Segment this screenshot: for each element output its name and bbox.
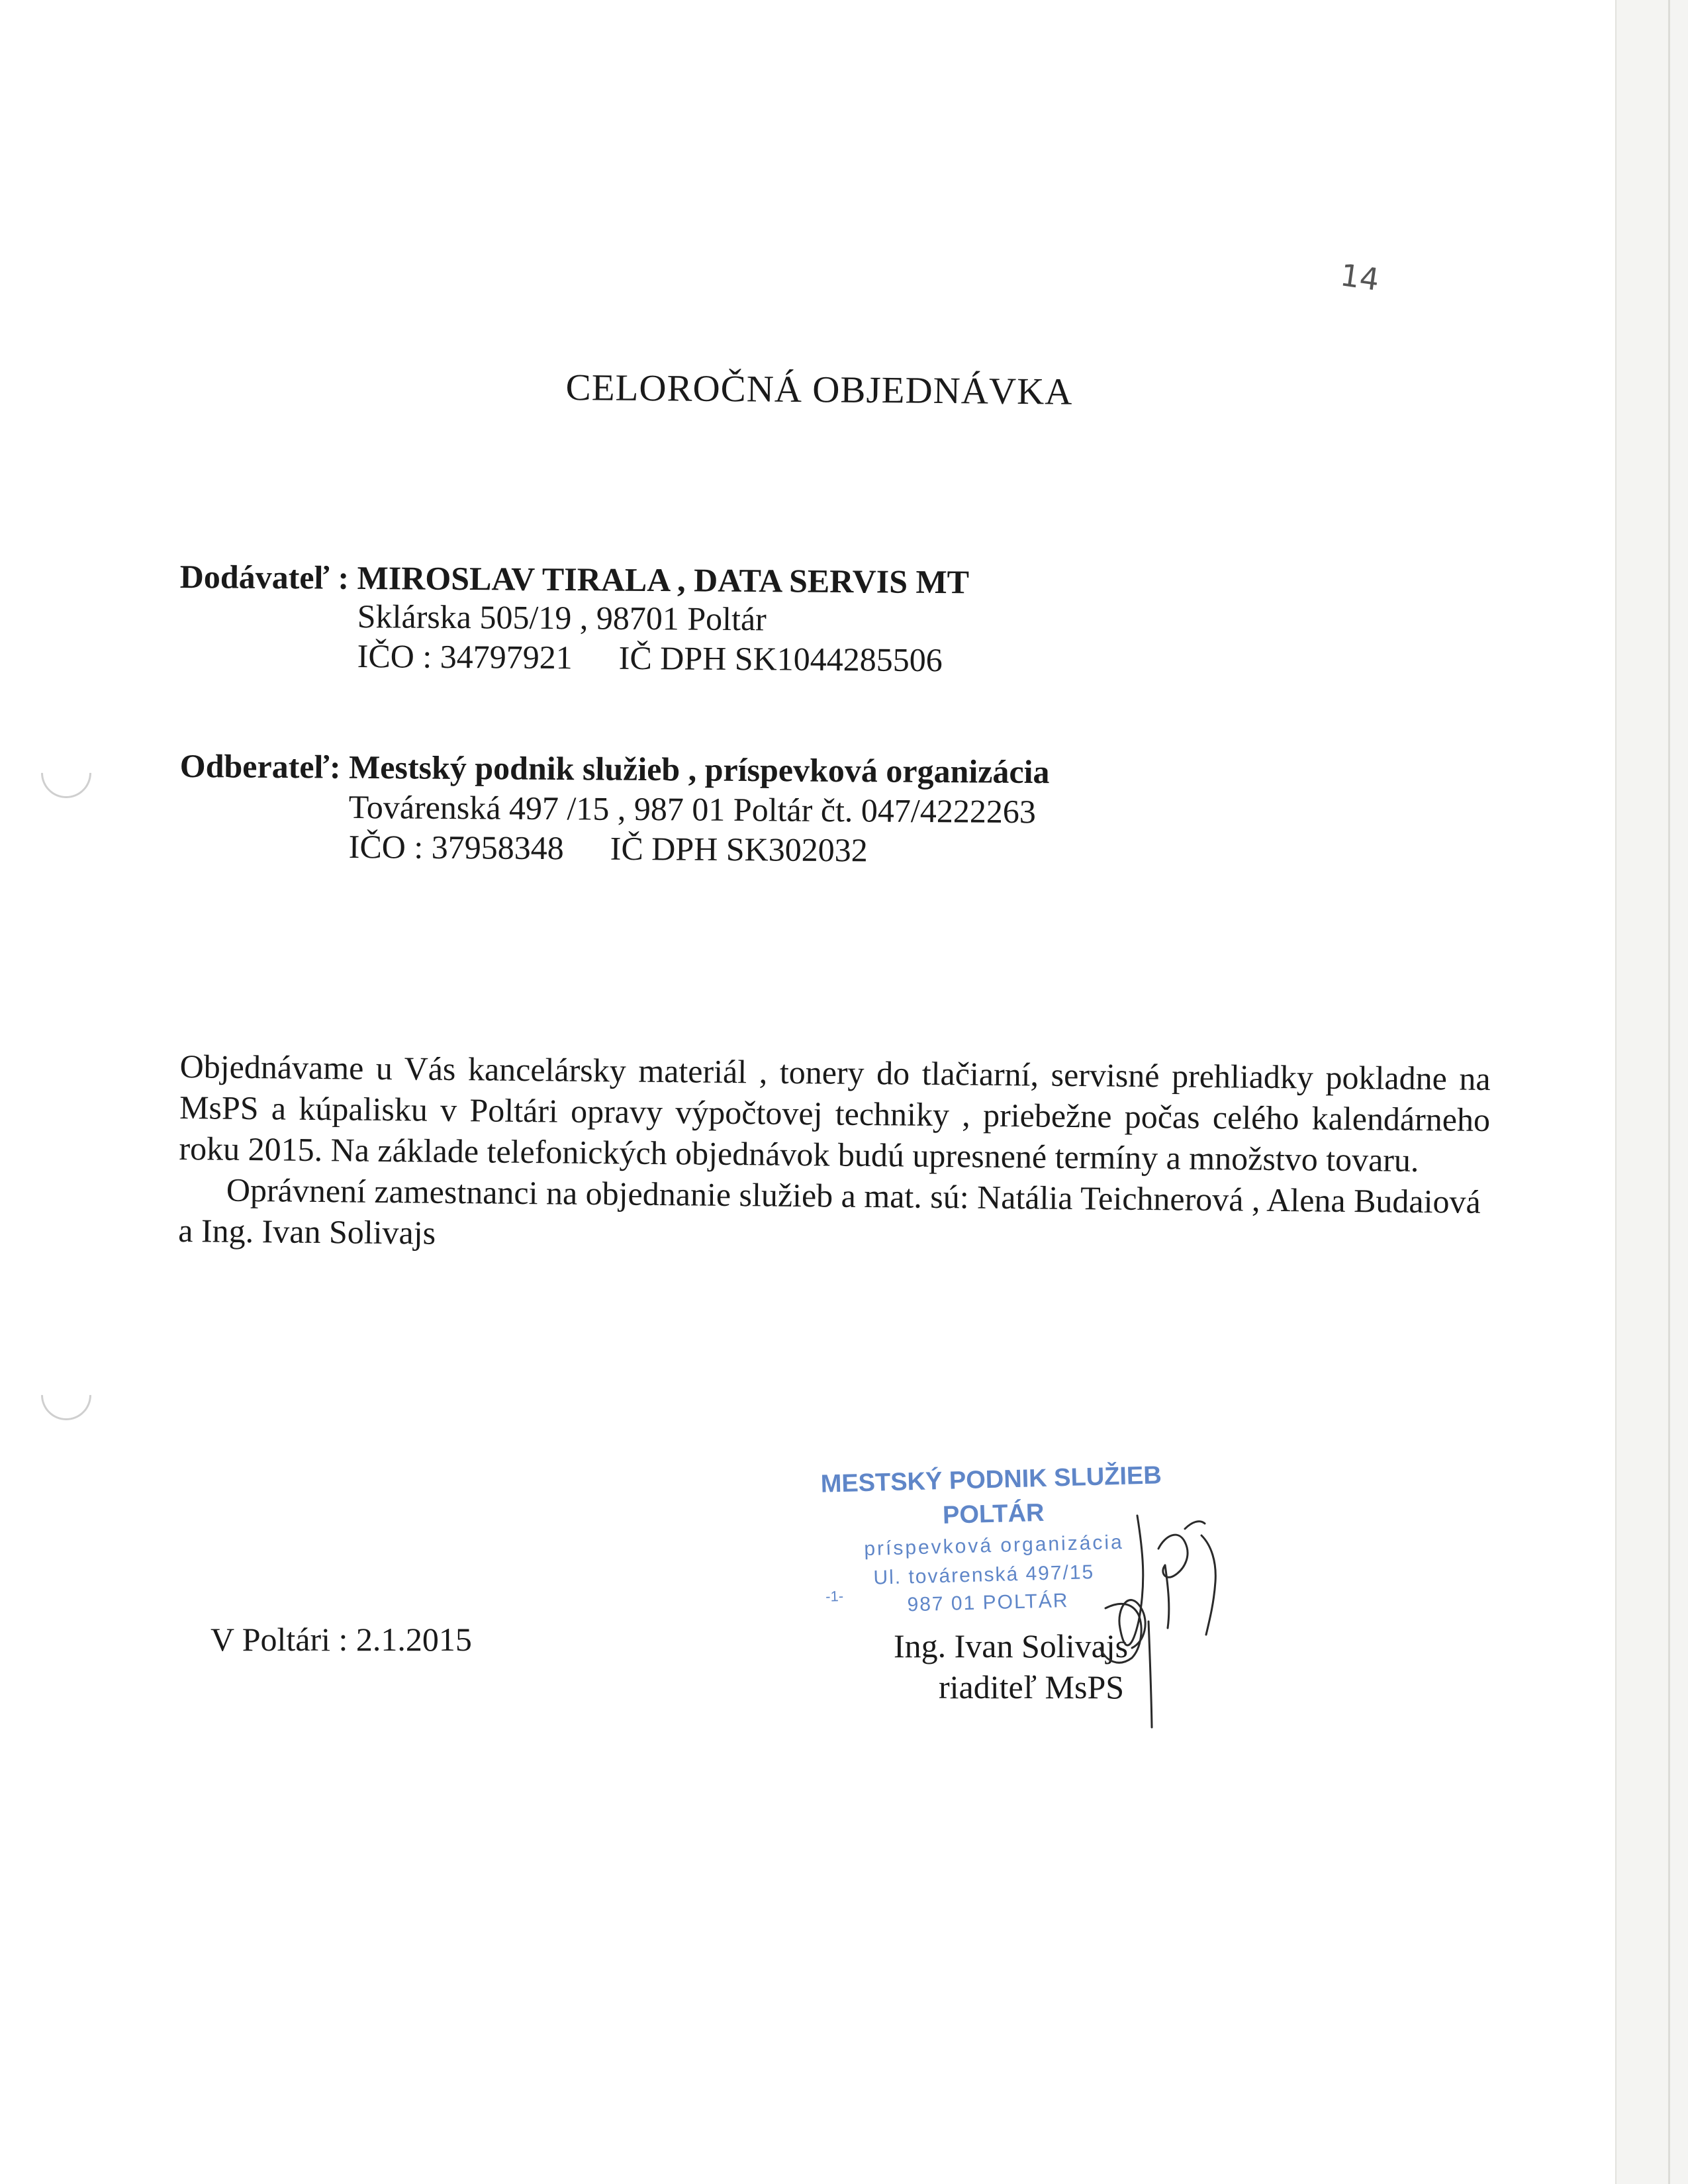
order-body xyxy=(178,1046,1491,1263)
stamp-line: POLTÁR xyxy=(942,1498,1045,1529)
signer-title: riaditeľ MsPS xyxy=(939,1668,1125,1706)
scan-edge xyxy=(1615,0,1688,2184)
customer-ids xyxy=(349,827,868,869)
punch-hole-mark xyxy=(30,1359,101,1430)
punch-hole-mark xyxy=(30,737,101,808)
order-body-line: MsPS a kúpalisku v Poltári opravy výpočtovej techniky , priebežne počas celého kalendárneho xyxy=(179,1088,1491,1139)
handwritten-page-number: 14 xyxy=(1338,257,1382,298)
stamp-line: príspevková organizácia xyxy=(863,1531,1125,1561)
stamp-line: 987 01 POLTÁR xyxy=(907,1590,1069,1616)
stamp-line: MESTSKÝ PODNIK SLUŽIEB xyxy=(820,1461,1162,1498)
signer-name: Ing. Ivan Solivajs xyxy=(894,1627,1129,1664)
customer-address: Továrenská 497 /15 , 987 01 Poltár čt. 047/4222263 xyxy=(348,788,1037,831)
supplier-label: Dodávateľ : MIROSLAV TIRALA , DATA SERVIS MT xyxy=(179,558,970,601)
supplier-ico: IČO : 34797921 xyxy=(357,637,573,676)
order-body-line: a Ing. Ivan Solivajs xyxy=(178,1211,436,1251)
document-title: CELOROČNÁ OBJEDNÁVKA xyxy=(565,366,1073,413)
supplier-address: Sklárska 505/19 , 98701 Poltár xyxy=(357,598,767,638)
handwritten-signature xyxy=(1086,1509,1244,1734)
customer-ico: IČO : 37958348 xyxy=(348,828,564,867)
supplier-ic-dph: IČ DPH SK1044285506 xyxy=(618,639,943,679)
scan-edge-line-outer xyxy=(1668,0,1670,2184)
customer-label: Odberateľ: Mestský podnik služieb , príspevková organizácia xyxy=(179,747,1050,791)
place-and-date: V Poltári : 2.1.2015 xyxy=(211,1621,472,1658)
scan-edge-line xyxy=(1615,0,1617,2184)
order-body-line: Oprávnení zamestnanci na objednanie služieb a mat. sú: Natália Teichnerová , Alena Budaiová xyxy=(226,1171,1481,1220)
customer-ic-dph: IČ DPH SK302032 xyxy=(610,829,868,869)
supplier-ids xyxy=(357,637,943,679)
order-body-line: roku 2015. Na základe telefonických objednávok budú upresnené termíny a množstvo tovaru. xyxy=(179,1129,1419,1179)
stamp-number: -1- xyxy=(825,1587,844,1605)
order-body-line: Objednávame u Vás kancelársky materiál , tonery do tlačiarní, servisné prehliadky pokladne na xyxy=(179,1047,1491,1098)
stamp-line: Ul. továrenská 497/15 xyxy=(873,1561,1095,1589)
